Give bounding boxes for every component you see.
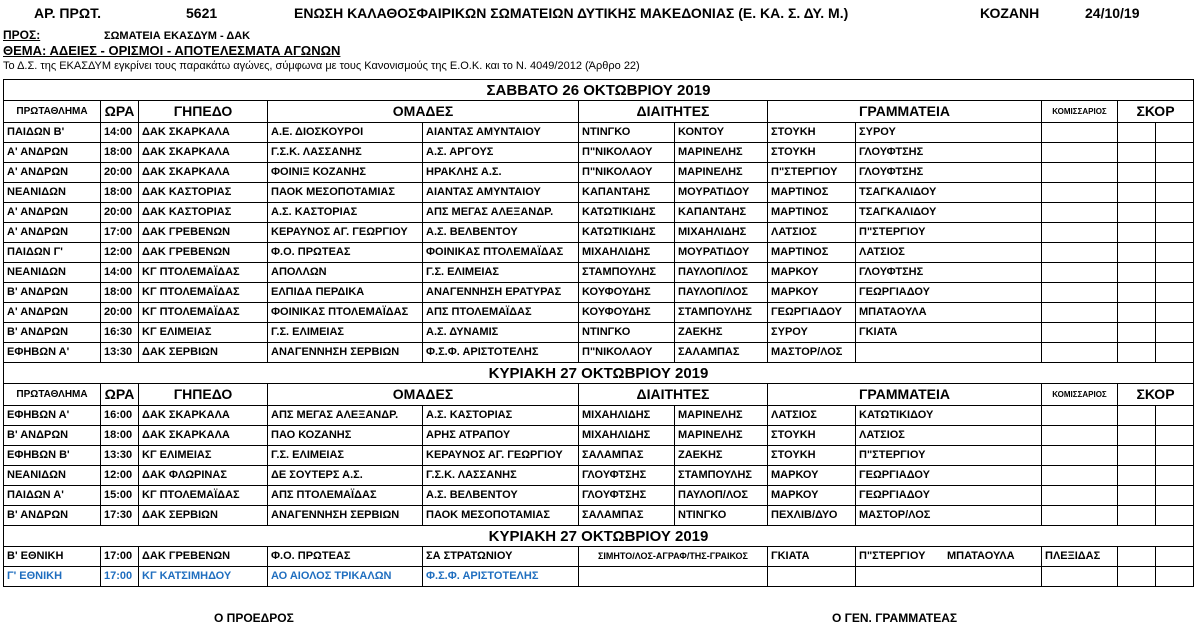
secretary-label: Ο ΓΕΝ. ΓΡΑΜΜΑΤΕΑΣ — [832, 611, 958, 625]
cell-away-team: ΑΝΑΓΕΝΝΗΣΗ ΕΡΑΤΥΡΑΣ — [423, 283, 579, 303]
saturday-title-row-title: ΣΑΒΒΑΤΟ 26 ΟΚΤΩΒΡΙΟΥ 2019 — [4, 80, 1194, 101]
cell-venue: ΚΓ ΠΤΟΛΕΜΑΪΔΑΣ — [139, 303, 268, 323]
cell-championship: ΕΦΗΒΩΝ Α' — [4, 406, 101, 426]
cell-referees — [579, 567, 768, 587]
cell-away-team: Φ.Σ.Φ. ΑΡΙΣΤΟΤΕΛΗΣ — [423, 343, 579, 363]
cell-championship: Α' ΑΝΔΡΩΝ — [4, 143, 101, 163]
cell-away-team: ΣΑ ΣΤΡΑΤΩΝΙΟΥ — [423, 547, 579, 567]
cell-commissioner — [1042, 283, 1118, 303]
saturday-title-row — [4, 80, 1194, 101]
cell-venue: ΔΑΚ ΓΡΕΒΕΝΩΝ — [139, 223, 268, 243]
cell-secretary-2: ΛΑΤΣΙΟΣ — [856, 426, 1042, 446]
cell-score-home — [1118, 406, 1156, 426]
cell-commissioner — [1042, 183, 1118, 203]
protocol-number: 5621 — [186, 5, 218, 21]
cell-away-team: ΗΡΑΚΛΗΣ Α.Σ. — [423, 163, 579, 183]
header-teams: ΟΜΑΔΕΣ — [268, 384, 579, 406]
cell-championship: Β' ΑΝΔΡΩΝ — [4, 283, 101, 303]
cell-time: 12:00 — [101, 466, 139, 486]
match-row — [4, 506, 1194, 526]
cell-secretary-2: ΓΕΩΡΓΙΑΔΟΥ — [856, 486, 1042, 506]
cell-referee-2: ΜΑΡΙΝΕΛΗΣ — [675, 163, 768, 183]
cell-referee-2: ΜΟΥΡΑΤΙΔΟΥ — [675, 183, 768, 203]
cell-secretary-1: ΣΤΟΥΚΗ — [768, 123, 856, 143]
cell-score-away — [1156, 283, 1194, 303]
cell-venue: ΔΑΚ ΣΚΑΡΚΑΛΑ — [139, 426, 268, 446]
cell-secretary-2: ΣΥΡΟΥ — [856, 123, 1042, 143]
cell-secretary-1: ΜΑΡΤΙΝΟΣ — [768, 243, 856, 263]
header-score: ΣΚΟΡ — [1118, 101, 1194, 123]
cell-score-home — [1118, 466, 1156, 486]
header-referees: ΔΙΑΙΤΗΤΕΣ — [579, 384, 768, 406]
match-row — [4, 343, 1194, 363]
cell-championship: Γ' ΕΘΝΙΚΗ — [4, 567, 101, 587]
cell-secretary-1: ΣΤΟΥΚΗ — [768, 143, 856, 163]
sunday-title-row-title: ΚΥΡΙΑΚΗ 27 ΟΚΤΩΒΡΙΟΥ 2019 — [4, 363, 1194, 384]
cell-referee-1: ΚΑΤΩΤΙΚΙΔΗΣ — [579, 203, 675, 223]
cell-score-home — [1118, 446, 1156, 466]
cell-home-team: Γ.Σ. ΕΛΙΜΕΙΑΣ — [268, 323, 423, 343]
cell-secretary-1: ΜΑΡΤΙΝΟΣ — [768, 203, 856, 223]
protocol-label: ΑΡ. ΠΡΩΤ. — [34, 5, 102, 21]
cell-referee-2: ΖΑΕΚΗΣ — [675, 323, 768, 343]
cell-championship: Α' ΑΝΔΡΩΝ — [4, 163, 101, 183]
cell-time: 18:00 — [101, 183, 139, 203]
header-time: ΩΡΑ — [101, 101, 139, 123]
cell-venue: ΚΓ ΚΑΤΣΙΜΗΔΟΥ — [139, 567, 268, 587]
cell-score-away — [1156, 323, 1194, 343]
cell-championship: Α' ΑΝΔΡΩΝ — [4, 223, 101, 243]
cell-secretary-2 — [856, 343, 1042, 363]
cell-secretary-1: ΜΑΣΤΟΡ/ΛΟΣ — [768, 343, 856, 363]
cell-home-team: ΑΠΣ ΠΤΟΛΕΜΑΪΔΑΣ — [268, 486, 423, 506]
cell-referee-2: ΚΟΝΤΟΥ — [675, 123, 768, 143]
match-row — [4, 486, 1194, 506]
cell-championship: ΕΦΗΒΩΝ Β' — [4, 446, 101, 466]
header-teams: ΟΜΑΔΕΣ — [268, 101, 579, 123]
cell-secretary-1: ΣΥΡΟΥ — [768, 323, 856, 343]
cell-score-away — [1156, 183, 1194, 203]
cell-championship: Β' ΕΘΝΙΚΗ — [4, 547, 101, 567]
cell-secretary-2: ΤΣΑΓΚΑΛΙΔΟΥ — [856, 183, 1042, 203]
cell-commissioner — [1042, 343, 1118, 363]
cell-secretary-1: ΜΑΡΚΟΥ — [768, 263, 856, 283]
cell-referee-1: ΚΑΠΑΝΤΑΗΣ — [579, 183, 675, 203]
match-row — [4, 243, 1194, 263]
cell-secretary-2: Π"ΣΤΕΡΓΙΟΥ — [856, 446, 1042, 466]
to-label: ΠΡΟΣ: — [3, 28, 41, 42]
cell-time: 14:00 — [101, 263, 139, 283]
cell-home-team: ΕΛΠΙΔΑ ΠΕΡΔΙΚΑ — [268, 283, 423, 303]
cell-referee-1: ΓΛΟΥΦΤΣΗΣ — [579, 466, 675, 486]
cell-score-away — [1156, 506, 1194, 526]
header-championship: ΠΡΩΤΑΘΛΗΜΑ — [4, 384, 101, 406]
president-label: Ο ΠΡΟΕΔΡΟΣ — [214, 611, 294, 625]
match-row — [4, 163, 1194, 183]
cell-secretary-2: Π"ΣΤΕΡΓΙΟΥ — [856, 223, 1042, 243]
header-score: ΣΚΟΡ — [1118, 384, 1194, 406]
cell-away-team: Α.Σ. ΚΑΣΤΟΡΙΑΣ — [423, 406, 579, 426]
cell-score-away — [1156, 547, 1194, 567]
cell-championship: Β' ΑΝΔΡΩΝ — [4, 506, 101, 526]
cell-commissioner — [1042, 446, 1118, 466]
cell-referee-2: ΖΑΕΚΗΣ — [675, 446, 768, 466]
cell-venue: ΔΑΚ ΣΕΡΒΙΩΝ — [139, 506, 268, 526]
cell-score-away — [1156, 406, 1194, 426]
org-name: ΕΝΩΣΗ ΚΑΛΑΘΟΣΦΑΙΡΙΚΩΝ ΣΩΜΑΤΕΙΩΝ ΔΥΤΙΚΗΣ ΜΑΚΕΔΟΝΙΑΣ (Ε. ΚΑ. Σ. ΔΥ. Μ.) — [294, 5, 849, 21]
cell-away-team: ΦΟΙΝΙΚΑΣ ΠΤΟΛΕΜΑΪΔΑΣ — [423, 243, 579, 263]
cell-championship: Β' ΑΝΔΡΩΝ — [4, 323, 101, 343]
column-header-row — [4, 101, 1194, 123]
cell-commissioner — [1042, 163, 1118, 183]
cell-time: 17:00 — [101, 547, 139, 567]
cell-championship: ΕΦΗΒΩΝ Α' — [4, 343, 101, 363]
cell-referee-1: ΚΟΥΦΟΥΔΗΣ — [579, 303, 675, 323]
cell-referee-2: ΠΑΥΛΟΠ/ΛΟΣ — [675, 263, 768, 283]
cell-away-team: Γ.Σ.Κ. ΛΑΣΣΑΝΗΣ — [423, 466, 579, 486]
to-value: ΣΩΜΑΤΕΙΑ ΕΚΑΣΔΥΜ - ΔΑΚ — [104, 30, 251, 42]
cell-home-team: ΚΕΡΑΥΝΟΣ ΑΓ. ΓΕΩΡΓΙΟΥ — [268, 223, 423, 243]
cell-championship: ΠΑΙΔΩΝ Β' — [4, 123, 101, 143]
cell-secretaries — [856, 547, 1042, 567]
cell-referee-1: Π"ΝΙΚΟΛΑΟΥ — [579, 143, 675, 163]
cell-secretary-1: ΜΑΡΚΟΥ — [768, 466, 856, 486]
cell-time: 20:00 — [101, 203, 139, 223]
cell-secretary-1: ΛΑΤΣΙΟΣ — [768, 406, 856, 426]
cell-score-home — [1118, 343, 1156, 363]
cell-referee-2: ΜΑΡΙΝΕΛΗΣ — [675, 426, 768, 446]
cell-away-team: Α.Σ. ΑΡΓΟΥΣ — [423, 143, 579, 163]
cell-home-team: Α.Ε. ΔΙΟΣΚΟΥΡΟΙ — [268, 123, 423, 143]
cell-time: 13:30 — [101, 446, 139, 466]
cell-score-home — [1118, 567, 1156, 587]
cell-home-team: ΠΑΟΚ ΜΕΣΟΠΟΤΑΜΙΑΣ — [268, 183, 423, 203]
header-venue: ΓΗΠΕΔΟ — [139, 384, 268, 406]
header-referees: ΔΙΑΙΤΗΤΕΣ — [579, 101, 768, 123]
cell-championship: ΝΕΑΝΙΔΩΝ — [4, 263, 101, 283]
cell-score-away — [1156, 466, 1194, 486]
cell-referee-1: ΣΤΑΜΠΟΥΛΗΣ — [579, 263, 675, 283]
cell-home-team: Φ.Ο. ΠΡΩΤΕΑΣ — [268, 547, 423, 567]
national-match-row — [4, 567, 1194, 587]
cell-secretary-2: ΓΕΩΡΓΙΑΔΟΥ — [856, 466, 1042, 486]
match-row — [4, 203, 1194, 223]
cell-referee-2: ΝΤΙΝΓΚΟ — [675, 506, 768, 526]
cell-referee-2: ΣΤΑΜΠΟΥΛΗΣ — [675, 466, 768, 486]
cell-referee-2: ΜΑΡΙΝΕΛΗΣ — [675, 406, 768, 426]
cell-commissioner — [1042, 143, 1118, 163]
cell-time: 17:30 — [101, 506, 139, 526]
cell-score-away — [1156, 567, 1194, 587]
cell-secretary-1: ΠΕΧΛΙΒ/ΔΥΟ — [768, 506, 856, 526]
match-row — [4, 143, 1194, 163]
cell-score-home — [1118, 486, 1156, 506]
subject: ΘΕΜΑ: ΑΔΕΙΕΣ - ΟΡΙΣΜΟΙ - ΑΠΟΤΕΛΕΣΜΑΤΑ ΑΓΩΝΩΝ — [3, 43, 341, 58]
cell-referee-1: ΣΑΛΑΜΠΑΣ — [579, 446, 675, 466]
cell-home-team: Α.Σ. ΚΑΣΤΟΡΙΑΣ — [268, 203, 423, 223]
header-commissioner: ΚΟΜΙΣΣΑΡΙΟΣ — [1042, 101, 1118, 123]
city: ΚΟΖΑΝΗ — [980, 5, 1040, 21]
header-commissioner: ΚΟΜΙΣΣΑΡΙΟΣ — [1042, 384, 1118, 406]
cell-score-home — [1118, 143, 1156, 163]
cell-championship: ΝΕΑΝΙΔΩΝ — [4, 466, 101, 486]
cell-referee-1: ΜΙΧΑΗΛΙΔΗΣ — [579, 243, 675, 263]
cell-referee-1: ΝΤΙΝΓΚΟ — [579, 323, 675, 343]
cell-commissioner: ΠΛΕΞΙΔΑΣ — [1042, 547, 1118, 567]
cell-score-home — [1118, 123, 1156, 143]
cell-secretary-1: ΓΚΙΑΤΑ — [768, 547, 856, 567]
cell-time: 14:00 — [101, 123, 139, 143]
cell-time: 15:00 — [101, 486, 139, 506]
cell-commissioner — [1042, 123, 1118, 143]
cell-time: 18:00 — [101, 283, 139, 303]
cell-score-away — [1156, 163, 1194, 183]
cell-home-team: ΦΟΙΝΙΞ ΚΟΖΑΝΗΣ — [268, 163, 423, 183]
cell-secretary-2: ΤΣΑΓΚΑΛΙΔΟΥ — [856, 203, 1042, 223]
document-date: 24/10/19 — [1085, 5, 1140, 21]
cell-secretary-3: ΜΠΑΤΑΟΥΛΑ — [947, 550, 1015, 562]
cell-score-home — [1118, 263, 1156, 283]
cell-referee-2: ΚΑΠΑΝΤΑΗΣ — [675, 203, 768, 223]
cell-away-team: ΚΕΡΑΥΝΟΣ ΑΓ. ΓΕΩΡΓΙΟΥ — [423, 446, 579, 466]
cell-time: 18:00 — [101, 143, 139, 163]
cell-commissioner — [1042, 567, 1118, 587]
cell-time: 20:00 — [101, 163, 139, 183]
cell-referee-1: ΜΙΧΑΗΛΙΔΗΣ — [579, 426, 675, 446]
cell-score-away — [1156, 143, 1194, 163]
cell-commissioner — [1042, 263, 1118, 283]
cell-secretary-1: ΣΤΟΥΚΗ — [768, 426, 856, 446]
cell-venue: ΔΑΚ ΦΛΩΡΙΝΑΣ — [139, 466, 268, 486]
cell-venue: ΔΑΚ ΣΕΡΒΙΩΝ — [139, 343, 268, 363]
match-row — [4, 183, 1194, 203]
cell-away-team: Γ.Σ. ΕΛΙΜΕΙΑΣ — [423, 263, 579, 283]
sunday-title-row — [4, 363, 1194, 384]
cell-score-away — [1156, 303, 1194, 323]
cell-secretary-1: Π"ΣΤΕΡΓΙΟΥ — [768, 163, 856, 183]
match-row — [4, 283, 1194, 303]
cell-away-team: ΑΙΑΝΤΑΣ ΑΜΥΝΤΑΙΟΥ — [423, 123, 579, 143]
cell-score-away — [1156, 223, 1194, 243]
cell-secretary-2: ΚΑΤΩΤΙΚΙΔΟΥ — [856, 406, 1042, 426]
cell-referee-1: Π"ΝΙΚΟΛΑΟΥ — [579, 163, 675, 183]
cell-commissioner — [1042, 323, 1118, 343]
column-header-row — [4, 384, 1194, 406]
cell-secretary-1: ΜΑΡΤΙΝΟΣ — [768, 183, 856, 203]
cell-score-home — [1118, 203, 1156, 223]
cell-secretary-2: ΛΑΤΣΙΟΣ — [856, 243, 1042, 263]
cell-referee-2: ΣΑΛΑΜΠΑΣ — [675, 343, 768, 363]
cell-away-team: ΑΙΑΝΤΑΣ ΑΜΥΝΤΑΙΟΥ — [423, 183, 579, 203]
cell-score-home — [1118, 303, 1156, 323]
cell-championship: Β' ΑΝΔΡΩΝ — [4, 426, 101, 446]
cell-referee-1: ΓΛΟΥΦΤΣΗΣ — [579, 486, 675, 506]
cell-away-team: Α.Σ. ΒΕΛΒΕΝΤΟΥ — [423, 486, 579, 506]
cell-away-team: Α.Σ. ΒΕΛΒΕΝΤΟΥ — [423, 223, 579, 243]
cell-score-away — [1156, 446, 1194, 466]
cell-secretary-2: ΜΠΑΤΑΟΥΛΑ — [856, 303, 1042, 323]
match-row — [4, 263, 1194, 283]
header-secretariat: ΓΡΑΜΜΑΤΕΙΑ — [768, 101, 1042, 123]
cell-championship: ΠΑΙΔΩΝ Α' — [4, 486, 101, 506]
cell-score-home — [1118, 323, 1156, 343]
match-row — [4, 123, 1194, 143]
cell-venue: ΔΑΚ ΣΚΑΡΚΑΛΑ — [139, 123, 268, 143]
match-row — [4, 446, 1194, 466]
cell-score-home — [1118, 223, 1156, 243]
cell-commissioner — [1042, 506, 1118, 526]
cell-referee-1: ΚΑΤΩΤΙΚΙΔΗΣ — [579, 223, 675, 243]
cell-venue: ΔΑΚ ΚΑΣΤΟΡΙΑΣ — [139, 203, 268, 223]
cell-score-away — [1156, 263, 1194, 283]
cell-away-team: Φ.Σ.Φ. ΑΡΙΣΤΟΤΕΛΗΣ — [423, 567, 579, 587]
cell-secretary-1: ΜΑΡΚΟΥ — [768, 486, 856, 506]
cell-time: 16:30 — [101, 323, 139, 343]
cell-secretary-1: ΓΕΩΡΓΙΑΔΟΥ — [768, 303, 856, 323]
cell-time: 18:00 — [101, 426, 139, 446]
cell-venue: ΔΑΚ ΓΡΕΒΕΝΩΝ — [139, 243, 268, 263]
cell-secretary-2: ΜΑΣΤΟΡ/ΛΟΣ — [856, 506, 1042, 526]
header-championship: ΠΡΩΤΑΘΛΗΜΑ — [4, 101, 101, 123]
cell-commissioner — [1042, 426, 1118, 446]
cell-home-team: ΦΟΙΝΙΚΑΣ ΠΤΟΛΕΜΑΪΔΑΣ — [268, 303, 423, 323]
cell-venue: ΔΑΚ ΚΑΣΤΟΡΙΑΣ — [139, 183, 268, 203]
cell-commissioner — [1042, 203, 1118, 223]
schedule-table — [3, 79, 1194, 587]
match-row — [4, 426, 1194, 446]
header-venue: ΓΗΠΕΔΟ — [139, 101, 268, 123]
cell-venue: ΚΓ ΠΤΟΛΕΜΑΪΔΑΣ — [139, 283, 268, 303]
match-row — [4, 223, 1194, 243]
cell-referee-2: ΣΤΑΜΠΟΥΛΗΣ — [675, 303, 768, 323]
cell-venue: ΚΓ ΠΤΟΛΕΜΑΪΔΑΣ — [139, 486, 268, 506]
cell-venue: ΚΓ ΕΛΙΜΕΙΑΣ — [139, 446, 268, 466]
cell-score-home — [1118, 426, 1156, 446]
cell-time: 17:00 — [101, 567, 139, 587]
cell-away-team: Α.Σ. ΔΥΝΑΜΙΣ — [423, 323, 579, 343]
cell-home-team: Γ.Σ. ΕΛΙΜΕΙΑΣ — [268, 446, 423, 466]
cell-referee-1: ΜΙΧΑΗΛΙΔΗΣ — [579, 406, 675, 426]
cell-home-team: Γ.Σ.Κ. ΛΑΣΣΑΝΗΣ — [268, 143, 423, 163]
cell-referee-1: ΣΑΛΑΜΠΑΣ — [579, 506, 675, 526]
cell-referees: ΣΙΜΗΤΟ/ΛΟΣ-ΑΓΡΑΦ/ΤΗΣ-ΓΡΑΙΚΟΣ — [579, 547, 768, 567]
cell-championship: ΝΕΑΝΙΔΩΝ — [4, 183, 101, 203]
cell-time: 13:30 — [101, 343, 139, 363]
cell-commissioner — [1042, 303, 1118, 323]
cell-home-team: ΑΠΟΛΛΩΝ — [268, 263, 423, 283]
cell-commissioner — [1042, 406, 1118, 426]
sunday-national-title-row — [4, 526, 1194, 547]
cell-home-team: Φ.Ο. ΠΡΩΤΕΑΣ — [268, 243, 423, 263]
cell-secretaries — [856, 567, 1042, 587]
cell-secretary-1: ΜΑΡΚΟΥ — [768, 283, 856, 303]
cell-score-home — [1118, 183, 1156, 203]
sunday-national-title-row-title: ΚΥΡΙΑΚΗ 27 ΟΚΤΩΒΡΙΟΥ 2019 — [4, 526, 1194, 547]
cell-commissioner — [1042, 223, 1118, 243]
cell-commissioner — [1042, 486, 1118, 506]
cell-home-team: ΠΑΟ ΚΟΖΑΝΗΣ — [268, 426, 423, 446]
cell-championship: ΠΑΙΔΩΝ Γ' — [4, 243, 101, 263]
cell-score-away — [1156, 123, 1194, 143]
cell-score-away — [1156, 203, 1194, 223]
cell-venue: ΚΓ ΕΛΙΜΕΙΑΣ — [139, 323, 268, 343]
cell-referee-1: ΚΟΥΦΟΥΔΗΣ — [579, 283, 675, 303]
cell-referee-2: ΜΟΥΡΑΤΙΔΟΥ — [675, 243, 768, 263]
cell-score-home — [1118, 547, 1156, 567]
cell-secretary-1: ΣΤΟΥΚΗ — [768, 446, 856, 466]
header-secretariat: ΓΡΑΜΜΑΤΕΙΑ — [768, 384, 1042, 406]
cell-referee-2: ΜΙΧΑΗΛΙΔΗΣ — [675, 223, 768, 243]
cell-away-team: ΑΠΣ ΜΕΓΑΣ ΑΛΕΞΑΝΔΡ. — [423, 203, 579, 223]
cell-time: 12:00 — [101, 243, 139, 263]
cell-away-team: ΠΑΟΚ ΜΕΣΟΠΟΤΑΜΙΑΣ — [423, 506, 579, 526]
cell-secretary-1 — [768, 567, 856, 587]
cell-commissioner — [1042, 243, 1118, 263]
cell-venue: ΚΓ ΠΤΟΛΕΜΑΪΔΑΣ — [139, 263, 268, 283]
cell-secretary-2: ΓΛΟΥΦΤΣΗΣ — [856, 263, 1042, 283]
cell-score-away — [1156, 426, 1194, 446]
cell-away-team: ΑΡΗΣ ΑΤΡΑΠΟΥ — [423, 426, 579, 446]
cell-home-team: ΑΝΑΓΕΝΝΗΣΗ ΣΕΡΒΙΩΝ — [268, 343, 423, 363]
match-row — [4, 303, 1194, 323]
cell-referee-1: ΝΤΙΝΓΚΟ — [579, 123, 675, 143]
cell-score-home — [1118, 283, 1156, 303]
cell-time: 16:00 — [101, 406, 139, 426]
cell-venue: ΔΑΚ ΣΚΑΡΚΑΛΑ — [139, 406, 268, 426]
cell-secretary-2: ΓΚΙΑΤΑ — [856, 323, 1042, 343]
cell-score-home — [1118, 243, 1156, 263]
cell-score-away — [1156, 243, 1194, 263]
cell-secretary-2: ΓΛΟΥΦΤΣΗΣ — [856, 163, 1042, 183]
cell-championship: Α' ΑΝΔΡΩΝ — [4, 303, 101, 323]
intro-text: Το Δ.Σ. της ΕΚΑΣΔΥΜ εγκρίνει τους παρακάτω αγώνες, σύμφωνα με τους Κανονισμούς της Ε.Ο.Κ. και το Ν. 4049/2012 (Άρθρο 22) — [3, 60, 640, 72]
national-match-row — [4, 547, 1194, 567]
cell-away-team: ΑΠΣ ΠΤΟΛΕΜΑΪΔΑΣ — [423, 303, 579, 323]
cell-referee-2: ΠΑΥΛΟΠ/ΛΟΣ — [675, 283, 768, 303]
cell-venue: ΔΑΚ ΣΚΑΡΚΑΛΑ — [139, 163, 268, 183]
cell-score-away — [1156, 343, 1194, 363]
cell-commissioner — [1042, 466, 1118, 486]
cell-home-team: ΑΝΑΓΕΝΝΗΣΗ ΣΕΡΒΙΩΝ — [268, 506, 423, 526]
header-time: ΩΡΑ — [101, 384, 139, 406]
cell-referee-1: Π"ΝΙΚΟΛΑΟΥ — [579, 343, 675, 363]
match-row — [4, 466, 1194, 486]
cell-referee-2: ΜΑΡΙΝΕΛΗΣ — [675, 143, 768, 163]
cell-referee-2: ΠΑΥΛΟΠ/ΛΟΣ — [675, 486, 768, 506]
cell-home-team: ΑΟ ΑΙΟΛΟΣ ΤΡΙΚΑΛΩΝ — [268, 567, 423, 587]
cell-score-away — [1156, 486, 1194, 506]
cell-score-home — [1118, 506, 1156, 526]
cell-secretary-2: Π"ΣΤΕΡΓΙΟΥ — [859, 550, 926, 562]
match-row — [4, 323, 1194, 343]
cell-secretary-2: ΓΛΟΥΦΤΣΗΣ — [856, 143, 1042, 163]
cell-secretary-2: ΓΕΩΡΓΙΑΔΟΥ — [856, 283, 1042, 303]
cell-home-team: ΔΕ ΣΟΥΤΕΡΣ Α.Σ. — [268, 466, 423, 486]
cell-venue: ΔΑΚ ΓΡΕΒΕΝΩΝ — [139, 547, 268, 567]
cell-home-team: ΑΠΣ ΜΕΓΑΣ ΑΛΕΞΑΝΔΡ. — [268, 406, 423, 426]
cell-secretary-1: ΛΑΤΣΙΟΣ — [768, 223, 856, 243]
cell-score-home — [1118, 163, 1156, 183]
match-row — [4, 406, 1194, 426]
cell-championship: Α' ΑΝΔΡΩΝ — [4, 203, 101, 223]
cell-time: 17:00 — [101, 223, 139, 243]
cell-venue: ΔΑΚ ΣΚΑΡΚΑΛΑ — [139, 143, 268, 163]
cell-time: 20:00 — [101, 303, 139, 323]
